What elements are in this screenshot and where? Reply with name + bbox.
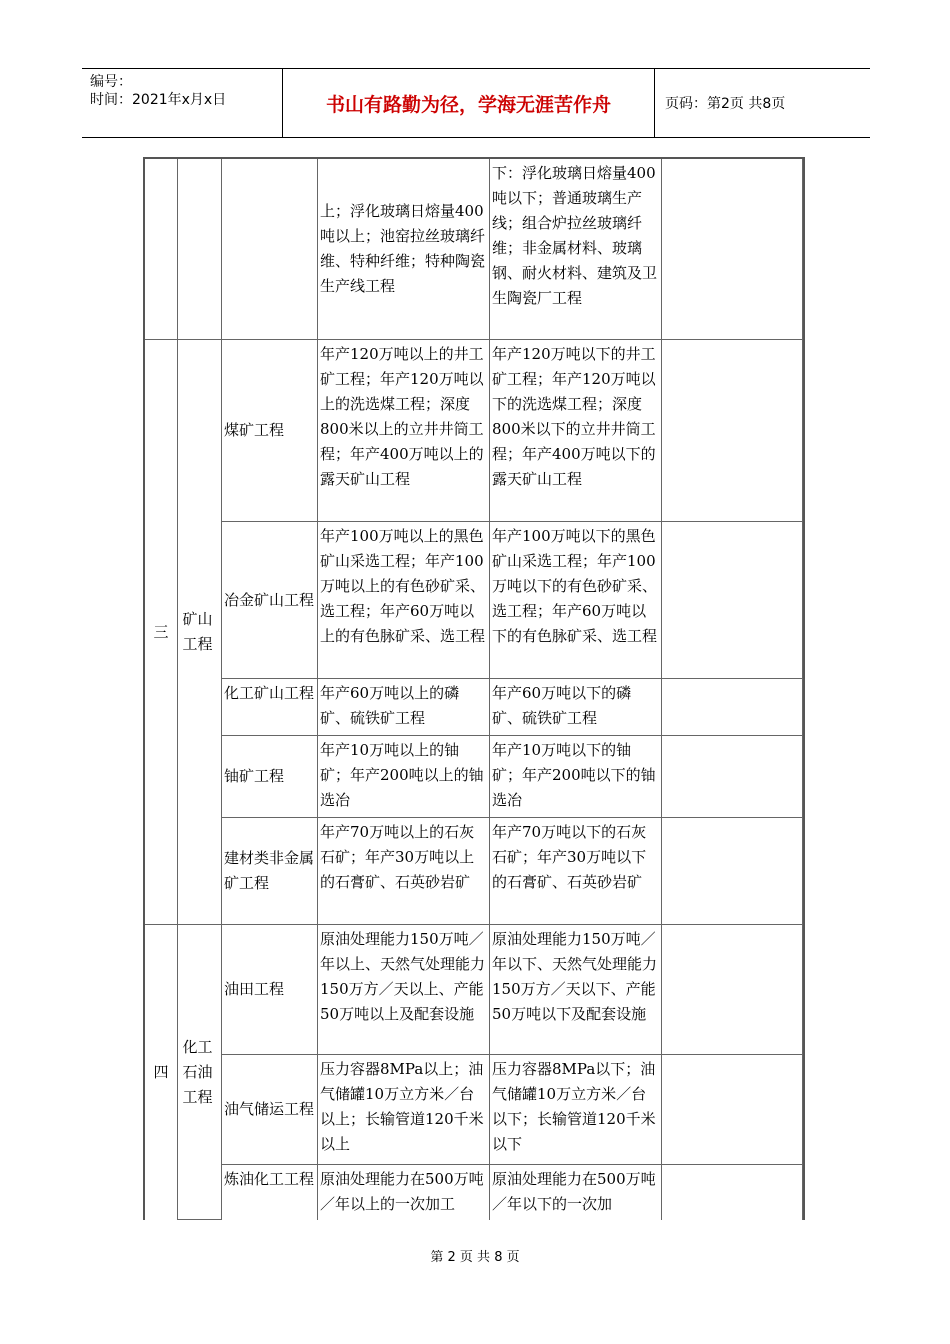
chem-name-cell [222, 679, 318, 736]
chem-large-cell [318, 679, 490, 736]
section3-num: 三 [153, 622, 169, 641]
chem-remark-cell [662, 679, 803, 736]
uranium-small-cell [490, 736, 662, 818]
coal-name-cell [222, 340, 318, 522]
row0-num-cell [145, 159, 178, 340]
storage-small-text: 压力容器8MPa以下；油气储罐10万立方米／台以下；长输管道120千米以下 [492, 1060, 656, 1153]
row0-large-text: 上；浮化玻璃日熔量400吨以上；池窑拉丝玻璃纤维、特种纤维；特种陶瓷生产线工程 [320, 202, 486, 295]
storage-remark-cell [662, 1055, 803, 1165]
header-meta [82, 69, 283, 137]
storage-name-cell [222, 1055, 318, 1165]
project-scale-table [143, 157, 805, 1220]
row0-large-scale-cell [318, 159, 490, 340]
metal-remark-cell [662, 522, 803, 679]
section4-category: 化工石油工程 [182, 1037, 213, 1106]
metal-large-cell [318, 522, 490, 679]
uranium-remark-cell [662, 736, 803, 818]
coal-remark-cell [662, 340, 803, 522]
storage-large-cell [318, 1055, 490, 1165]
building-name-cell [222, 818, 318, 925]
doc-time-label: 时间：2021年x月x日 [90, 92, 227, 108]
uranium-large-cell [318, 736, 490, 818]
chem-large-text: 年产60万吨以上的磷矿、硫铁矿工程 [320, 684, 460, 727]
page-footer: 第 2 页 共 8 页 [430, 1250, 520, 1265]
metal-small-cell [490, 522, 662, 679]
metal-large-text: 年产100万吨以上的黑色矿山采选工程；年产100万吨以上的有色砂矿采、选工程；年产60万吨以上的有色脉矿采、选工程 [320, 527, 486, 645]
refining-large-text: 原油处理能力在500万吨／年以上的一次加工 [320, 1170, 484, 1213]
row0-item-cell [222, 159, 318, 340]
row0-small-text: 下：浮化玻璃日熔量400吨以下；普通玻璃生产线；组合炉拉丝玻璃纤维；非金属材料、玻璃钢、耐火材料、建筑及卫生陶瓷厂工程 [492, 164, 658, 307]
oilfield-large-text: 原油处理能力150万吨／年以上、天然气处理能力150万方／天以上、产能50万吨以上及配套设施 [320, 930, 486, 1023]
oilfield-large-cell [318, 925, 490, 1055]
building-remark-cell [662, 818, 803, 925]
uranium-large-text: 年产10万吨以上的铀矿；年产200吨以上的铀选冶 [320, 741, 484, 809]
refining-small-text: 原油处理能力在500万吨／年以下的一次加 [492, 1170, 656, 1213]
refining-large-cell [318, 1165, 490, 1220]
coal-large-text: 年产120万吨以上的井工矿工程；年产120万吨以上的洗选煤工程；深度800米以上的立井井筒工程；年产400万吨以上的露天矿山工程 [320, 345, 484, 488]
refining-name: 炼油化工工程 [224, 1170, 315, 1188]
refining-name-cell [222, 1165, 318, 1220]
oilfield-small-text: 原油处理能力150万吨／年以下、天然气处理能力150万方／天以下、产能50万吨以下及配套设施 [492, 930, 658, 1023]
row0-category-cell [178, 159, 222, 340]
oilfield-name: 油田工程 [224, 980, 285, 998]
coal-small-cell [490, 340, 662, 522]
page-header [82, 68, 870, 138]
metal-small-text: 年产100万吨以下的黑色矿山采选工程；年产100万吨以下的有色砂矿采、选工程；年产60万吨以下的有色脉矿采、选工程 [492, 527, 658, 645]
uranium-name-cell [222, 736, 318, 818]
refining-small-cell [490, 1165, 662, 1220]
oilfield-remark-cell [662, 925, 803, 1055]
building-large-text: 年产70万吨以上的石灰石矿；年产30万吨以上的石膏矿、石英砂岩矿 [320, 823, 475, 891]
oilfield-name-cell [222, 925, 318, 1055]
chem-name: 化工矿山工程 [224, 684, 315, 702]
uranium-name: 铀矿工程 [224, 767, 285, 785]
building-small-text: 年产70万吨以下的石灰石矿；年产30万吨以下的石膏矿、石英砂岩矿 [492, 823, 647, 891]
building-small-cell [490, 818, 662, 925]
storage-small-cell [490, 1055, 662, 1165]
section4-category-cell [178, 925, 222, 1220]
section4-num-cell [145, 925, 178, 1220]
row0-remark-cell [662, 159, 803, 340]
refining-remark-cell [662, 1165, 803, 1220]
storage-large-text: 压力容器8MPa以上；油气储罐10万立方米／台以上；长输管道120千米以上 [320, 1060, 484, 1153]
section3-category-cell [178, 340, 222, 925]
oilfield-small-cell [490, 925, 662, 1055]
section3-num-cell [145, 340, 178, 925]
building-name: 建材类非金属矿工程 [224, 849, 315, 892]
section3-category: 矿山工程 [182, 610, 213, 653]
metal-name: 冶金矿山工程 [224, 590, 315, 609]
metal-name-cell [222, 522, 318, 679]
chem-small-cell [490, 679, 662, 736]
coal-small-text: 年产120万吨以下的井工矿工程；年产120万吨以下的洗选煤工程；深度800米以下的立井井筒工程；年产400万吨以下的露天矿山工程 [492, 345, 656, 488]
building-large-cell [318, 818, 490, 925]
section4-num: 四 [153, 1063, 169, 1081]
row0-small-scale-cell [490, 159, 662, 340]
coal-name: 煤矿工程 [224, 421, 285, 439]
chem-small-text: 年产60万吨以下的磷矿、硫铁矿工程 [492, 684, 632, 727]
header-page-label: 页码：第2页 共8页 [665, 96, 786, 112]
header-motto: 书山有路勤为径，学海无涯苦作舟 [283, 69, 655, 137]
coal-large-cell [318, 340, 490, 522]
doc-number-label: 编号： [90, 74, 132, 90]
storage-name: 油气储运工程 [224, 1100, 315, 1118]
uranium-small-text: 年产10万吨以下的铀矿；年产200吨以下的铀选冶 [492, 741, 656, 809]
